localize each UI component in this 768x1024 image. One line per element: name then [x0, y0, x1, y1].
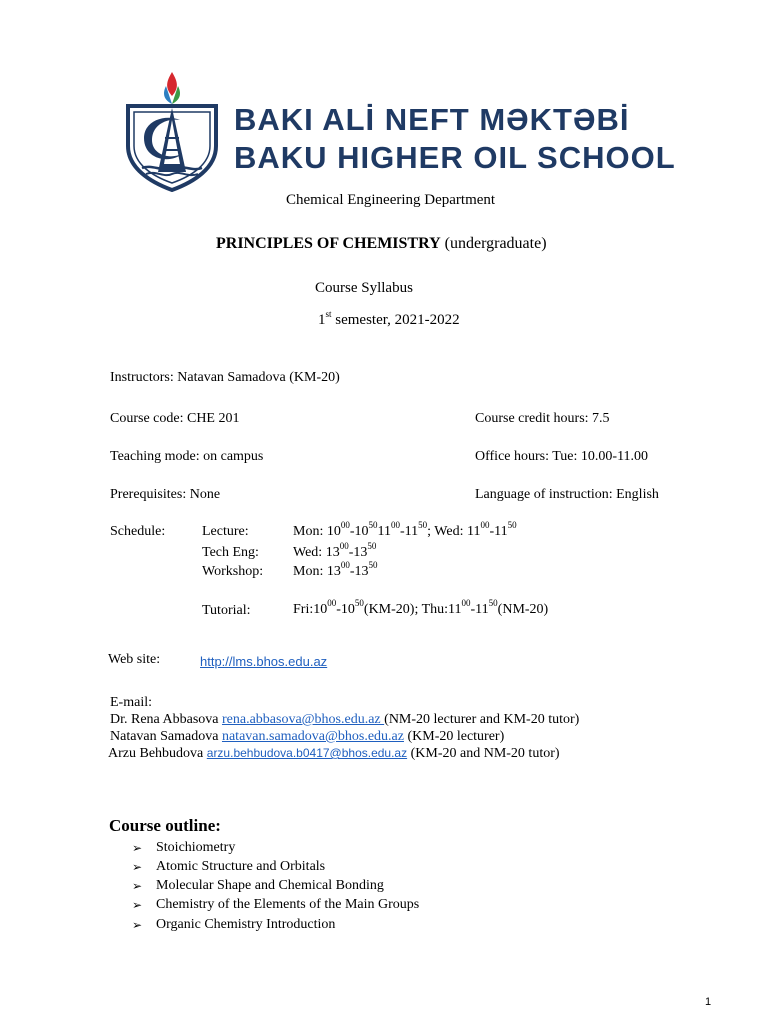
- contact-email-link[interactable]: natavan.samadova@bhos.edu.az: [221, 729, 404, 744]
- contact-name: Natavan Samadova: [110, 729, 219, 744]
- credit-hours: Course credit hours: 7.5: [475, 411, 610, 426]
- outline-item: Chemistry of the Elements of the Main Groups: [156, 897, 420, 912]
- contact-name: Arzu Behbudova: [108, 746, 204, 761]
- outline-heading: Course outline:: [109, 816, 221, 835]
- arrow-bullet-icon: ➢: [132, 841, 143, 855]
- contact-row: [108, 746, 560, 762]
- lecture-times: Mon: $10^{00}-10^{50}11^{00}-11^{50}$; Wed: $11^{00}-11^{50}$: [293, 520, 517, 539]
- outline-item: Organic Chemistry Introduction: [156, 917, 336, 932]
- website-link[interactable]: http://lms.bhos.edu.az: [200, 654, 328, 669]
- teaching-mode: Teaching mode: on campus: [110, 449, 264, 464]
- arrow-bullet-icon: ➢: [132, 860, 143, 874]
- contact-email-link[interactable]: rena.abbasova@bhos.edu.az: [221, 712, 385, 727]
- syllabus-label: Course Syllabus: [315, 280, 413, 296]
- email-label: E-mail:: [110, 695, 152, 710]
- contact-role: (NM-20 lecturer and KM-20 tutor): [384, 712, 580, 727]
- website-label: Web site:: [108, 652, 161, 667]
- school-crest-icon: [122, 68, 222, 192]
- outline-item: Molecular Shape and Chemical Bonding: [156, 878, 384, 893]
- workshop-label: Workshop:: [202, 564, 264, 579]
- semester-number: 1: [318, 312, 326, 328]
- instructors: Instructors: Natavan Samadova (KM-20): [110, 370, 340, 385]
- prerequisites: Prerequisites: None: [110, 487, 221, 502]
- contact-role: (KM-20 and NM-20 tutor): [410, 746, 560, 761]
- department-title: Chemical Engineering Department: [286, 192, 496, 208]
- contact-name: Dr. Rena Abbasova: [110, 712, 219, 727]
- course-level: (undergraduate): [444, 235, 547, 252]
- arrow-bullet-icon: ➢: [132, 879, 143, 893]
- course-title: PRINCIPLES OF CHEMISTRY: [216, 235, 441, 252]
- contact-email-link[interactable]: arzu.behbudova.b0417@bhos.edu.az: [206, 746, 408, 760]
- course-code: Course code: CHE 201: [110, 411, 240, 426]
- school-logo: [122, 68, 222, 192]
- course-title-line: [216, 235, 547, 253]
- schedule-label: Schedule:: [110, 524, 166, 539]
- semester-ordinal: st: [325, 309, 332, 319]
- outline-item: Stoichiometry: [156, 840, 236, 855]
- office-hours: Office hours: Tue: 10.00-11.00: [475, 449, 649, 464]
- contact-role: (KM-20 lecturer): [407, 729, 505, 744]
- workshop-times: Mon: $13^{00}-13^{50}$: [293, 560, 378, 579]
- logo-line-az: BAKI ALİ NEFT MƏKTƏBİ: [234, 102, 630, 137]
- lecture-label: Lecture:: [202, 524, 249, 539]
- tutorial-label: Tutorial:: [202, 603, 251, 618]
- tech-eng-times: Wed: $13^{00}-13^{50}$: [293, 541, 377, 560]
- instruction-language: Language of instruction: English: [475, 487, 659, 502]
- arrow-bullet-icon: ➢: [132, 898, 143, 912]
- tech-eng-label: Tech Eng:: [202, 545, 259, 560]
- semester-line: [318, 309, 460, 329]
- arrow-bullet-icon: ➢: [132, 918, 143, 932]
- logo-line-en: BAKU HIGHER OIL SCHOOL: [234, 140, 676, 175]
- page-number: 1: [705, 996, 712, 1008]
- tutorial-times: $Fri:10^{00}-10^{50}(KM-20)$; $Thu:11^{00}-11^{50}(NM-20)$: [293, 598, 549, 617]
- contact-row: [110, 712, 579, 728]
- outline-item: Atomic Structure and Orbitals: [156, 859, 326, 874]
- semester-text: semester, 2021-2022: [335, 312, 460, 328]
- contact-row: [110, 729, 504, 745]
